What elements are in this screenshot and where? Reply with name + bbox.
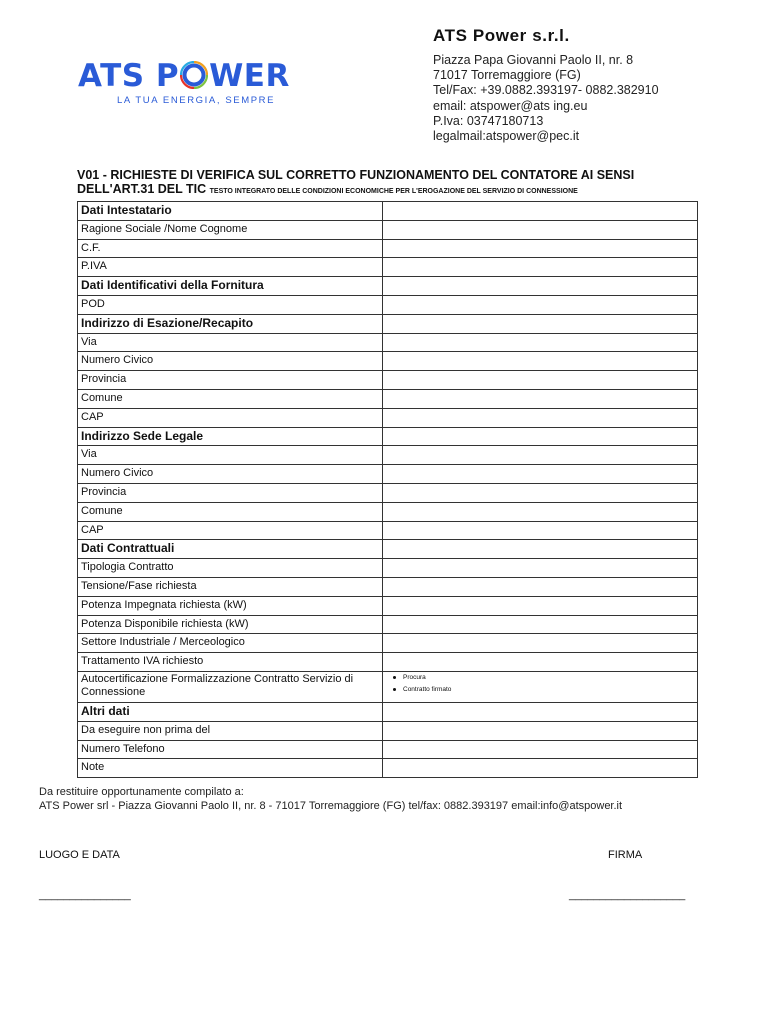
company-email: email: atspower@ats ing.eu <box>433 98 588 113</box>
value-cell[interactable] <box>383 409 697 427</box>
value-cell <box>383 202 697 220</box>
document-title <box>77 168 677 199</box>
form-row <box>78 295 697 314</box>
form-row <box>78 671 697 702</box>
value-cell[interactable] <box>383 465 697 483</box>
value-cell[interactable] <box>383 741 697 759</box>
form-row <box>78 483 697 502</box>
value-cell[interactable] <box>383 634 697 652</box>
field-label: Via <box>78 334 383 352</box>
field-label: Settore Industriale / Merceologico <box>78 634 383 652</box>
value-cell[interactable] <box>383 390 697 408</box>
field-label: Via <box>78 446 383 464</box>
form-row <box>78 577 697 596</box>
value-cell[interactable] <box>383 221 697 239</box>
logo-o-sun-icon <box>180 61 208 89</box>
section-sede-legale: Indirizzo Sede Legale <box>78 428 383 446</box>
form-row <box>78 464 697 483</box>
title-line-2: DELL'ART.31 DEL TIC TESTO INTEGRATO DELLE CONDIZIONI ECONOMICHE PER L'EROGAZIONE DEL SERVIZIO DI CONNESSIONE <box>77 182 578 196</box>
field-label: Potenza Disponibile richiesta (kW) <box>78 616 383 634</box>
options-cell <box>383 672 697 702</box>
section-row <box>78 276 697 295</box>
option-procura[interactable]: Procura <box>383 672 697 684</box>
form-row <box>78 740 697 759</box>
company-info <box>433 26 659 144</box>
value-cell[interactable] <box>383 653 697 671</box>
logo-tagline: LA TUA ENERGIA, SEMPRE <box>117 95 276 106</box>
value-cell[interactable] <box>383 296 697 314</box>
value-cell[interactable] <box>383 597 697 615</box>
value-cell[interactable] <box>383 371 697 389</box>
bullet-icon <box>393 676 396 679</box>
value-cell <box>383 703 697 721</box>
field-label: Numero Civico <box>78 352 383 370</box>
return-instructions <box>39 785 622 813</box>
field-label: CAP <box>78 522 383 540</box>
value-cell[interactable] <box>383 616 697 634</box>
title-line-1: V01 - RICHIESTE DI VERIFICA SUL CORRETTO FUNZIONAMENTO DEL CONTATORE AI SENSI <box>77 168 635 182</box>
value-cell[interactable] <box>383 334 697 352</box>
form-row <box>78 257 697 276</box>
form-row <box>78 408 697 427</box>
field-label: CAP <box>78 409 383 427</box>
field-label: Potenza Impegnata richiesta (kW) <box>78 597 383 615</box>
section-row <box>78 702 697 721</box>
footer-line-2: ATS Power srl - Piazza Giovanni Paolo II, nr. 8 - 71017 Torremaggiore (FG) tel/fax: 0882.393197 email:info@atspower.it <box>39 800 623 812</box>
value-cell[interactable] <box>383 522 697 540</box>
bullet-icon <box>393 688 396 691</box>
value-cell[interactable] <box>383 722 697 740</box>
company-name: ATS Power s.r.l. <box>433 26 570 45</box>
form-row <box>78 370 697 389</box>
field-label: POD <box>78 296 383 314</box>
title-subtitle: TESTO INTEGRATO DELLE CONDIZIONI ECONOMICHE PER L'EROGAZIONE DEL SERVIZIO DI CONNESSIONE <box>209 188 578 195</box>
place-date-line[interactable]: _______________ <box>39 889 131 901</box>
value-cell[interactable] <box>383 759 697 777</box>
option-contratto-firmato[interactable]: Contratto firmato <box>383 684 697 696</box>
section-row <box>78 202 697 220</box>
value-cell[interactable] <box>383 503 697 521</box>
field-label: P.IVA <box>78 258 383 276</box>
form-row <box>78 333 697 352</box>
field-label: Trattamento IVA richiesto <box>78 653 383 671</box>
value-cell[interactable] <box>383 258 697 276</box>
section-row <box>78 427 697 446</box>
field-label: C.F. <box>78 240 383 258</box>
field-label: Tipologia Contratto <box>78 559 383 577</box>
value-cell[interactable] <box>383 352 697 370</box>
field-label: Comune <box>78 503 383 521</box>
company-city: 71017 Torremaggiore (FG) <box>433 68 581 83</box>
section-row <box>78 314 697 333</box>
form-row <box>78 721 697 740</box>
field-label: Comune <box>78 390 383 408</box>
value-cell <box>383 277 697 295</box>
section-indirizzo-esazione: Indirizzo di Esazione/Recapito <box>78 315 383 333</box>
form-row <box>78 633 697 652</box>
field-label: Provincia <box>78 371 383 389</box>
form-row <box>78 351 697 370</box>
form-row <box>78 652 697 671</box>
form-row <box>78 389 697 408</box>
section-altri-dati: Altri dati <box>78 703 383 721</box>
signature-line[interactable]: ___________________ <box>569 889 686 901</box>
value-cell[interactable] <box>383 446 697 464</box>
company-pec: legalmail:atspower@pec.it <box>433 129 580 144</box>
value-cell <box>383 540 697 558</box>
form-row <box>78 502 697 521</box>
form-row <box>78 615 697 634</box>
field-label: Tensione/Fase richiesta <box>78 578 383 596</box>
value-cell[interactable] <box>383 578 697 596</box>
footer-line-1: Da restituire opportunamente compilato a: <box>39 786 244 798</box>
company-vat: P.Iva: 03747180713 <box>433 113 544 128</box>
form-row <box>78 445 697 464</box>
field-label: Numero Telefono <box>78 741 383 759</box>
value-cell[interactable] <box>383 559 697 577</box>
logo-wordmark: ATS P WER <box>78 58 290 94</box>
form-row <box>78 758 697 777</box>
form-row <box>78 239 697 258</box>
value-cell[interactable] <box>383 484 697 502</box>
section-dati-fornitura: Dati Identificativi della Fornitura <box>78 277 383 295</box>
field-label: Autocertificazione Formalizzazione Contratto Servizio di Connessione <box>78 672 383 702</box>
value-cell <box>383 315 697 333</box>
form-row <box>78 558 697 577</box>
signature-label: FIRMA <box>608 849 643 861</box>
request-form-table <box>77 201 698 778</box>
value-cell <box>383 428 697 446</box>
field-label: Provincia <box>78 484 383 502</box>
section-row <box>78 539 697 558</box>
company-phone: Tel/Fax: +39.0882.393197- 0882.382910 <box>433 83 659 98</box>
company-logo <box>78 58 303 110</box>
company-address: Piazza Papa Giovanni Paolo II, nr. 8 <box>433 53 634 67</box>
form-row <box>78 596 697 615</box>
field-label: Note <box>78 759 383 777</box>
form-row <box>78 521 697 540</box>
section-dati-intestatario: Dati Intestatario <box>78 202 383 220</box>
value-cell[interactable] <box>383 240 697 258</box>
field-label: Numero Civico <box>78 465 383 483</box>
section-dati-contrattuali: Dati Contrattuali <box>78 540 383 558</box>
field-label: Da eseguire non prima del <box>78 722 383 740</box>
place-date-label: LUOGO E DATA <box>39 849 120 861</box>
field-label: Ragione Sociale /Nome Cognome <box>78 221 383 239</box>
form-row <box>78 220 697 239</box>
